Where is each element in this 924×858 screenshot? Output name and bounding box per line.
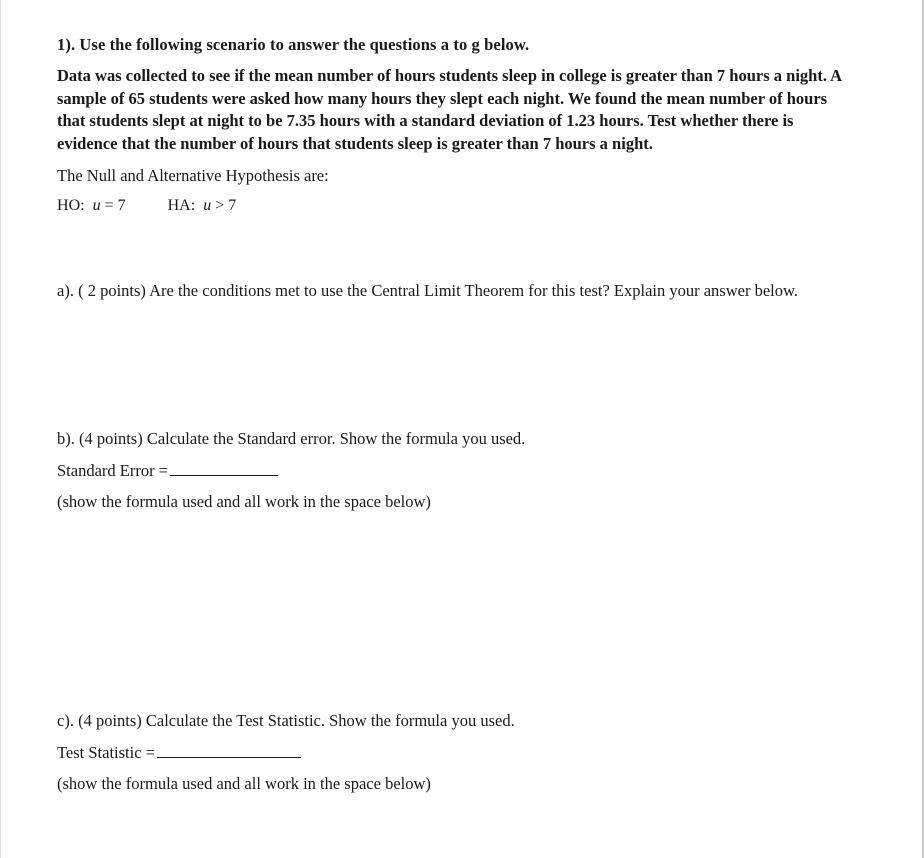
part-b-note: (show the formula used and all work in the space below) xyxy=(57,492,431,511)
question-number: 1). xyxy=(57,35,76,54)
question-title xyxy=(57,34,857,56)
standard-error-answer-blank[interactable] xyxy=(170,459,278,476)
scenario-paragraph: Data was collected to see if the mean number of hours students sleep in college is greater than 7 hours a night. A sample of 65 students were asked how many hours they slept each night. We found the mean number of hours that students slept at night to be 7.35 hours with a standard deviation of 1.23 hours. Test whether there is evidence that the number of hours that students sleep is greater than 7 hours a night. xyxy=(57,66,842,153)
hypothesis-intro: The Null and Alternative Hypothesis are: xyxy=(57,166,329,185)
h0-expression: = 7 xyxy=(100,197,126,214)
part-a xyxy=(57,280,827,302)
document-body xyxy=(57,34,857,793)
part-b-text: b). (4 points) Calculate the Standard error. Show the formula you used. xyxy=(57,429,526,448)
part-c-text: c). (4 points) Calculate the Test Statistic. Show the formula you used. xyxy=(57,711,515,730)
test-statistic-answer-blank[interactable] xyxy=(157,741,301,758)
question-title-suffix: below. xyxy=(479,35,530,54)
test-statistic-row xyxy=(57,741,515,764)
question-title-g: g xyxy=(471,35,480,54)
test-statistic-label: Test Statistic = xyxy=(57,743,155,762)
part-c-note: (show the formula used and all work in the space below) xyxy=(57,774,431,793)
question-title-prefix: Use the following scenario to answer the questions a to xyxy=(79,35,472,54)
hypothesis-line xyxy=(57,195,857,217)
h0-label: HO xyxy=(57,197,81,214)
standard-error-row xyxy=(57,459,525,482)
part-a-text: a). ( 2 points) Are the conditions met to use the Central Limit Theorem for this test? Explain your answer below. xyxy=(57,281,798,300)
part-b xyxy=(57,428,525,513)
h0-colon: : xyxy=(80,197,85,214)
ha-label: HA xyxy=(167,197,191,214)
ha-colon: : xyxy=(190,197,196,214)
h0-variable: u xyxy=(92,197,101,214)
part-c xyxy=(57,710,515,795)
page-edge-left xyxy=(0,0,1,858)
ha-expression: > 7 xyxy=(211,197,237,214)
ha-variable: u xyxy=(203,197,212,214)
standard-error-label: Standard Error = xyxy=(57,461,169,480)
